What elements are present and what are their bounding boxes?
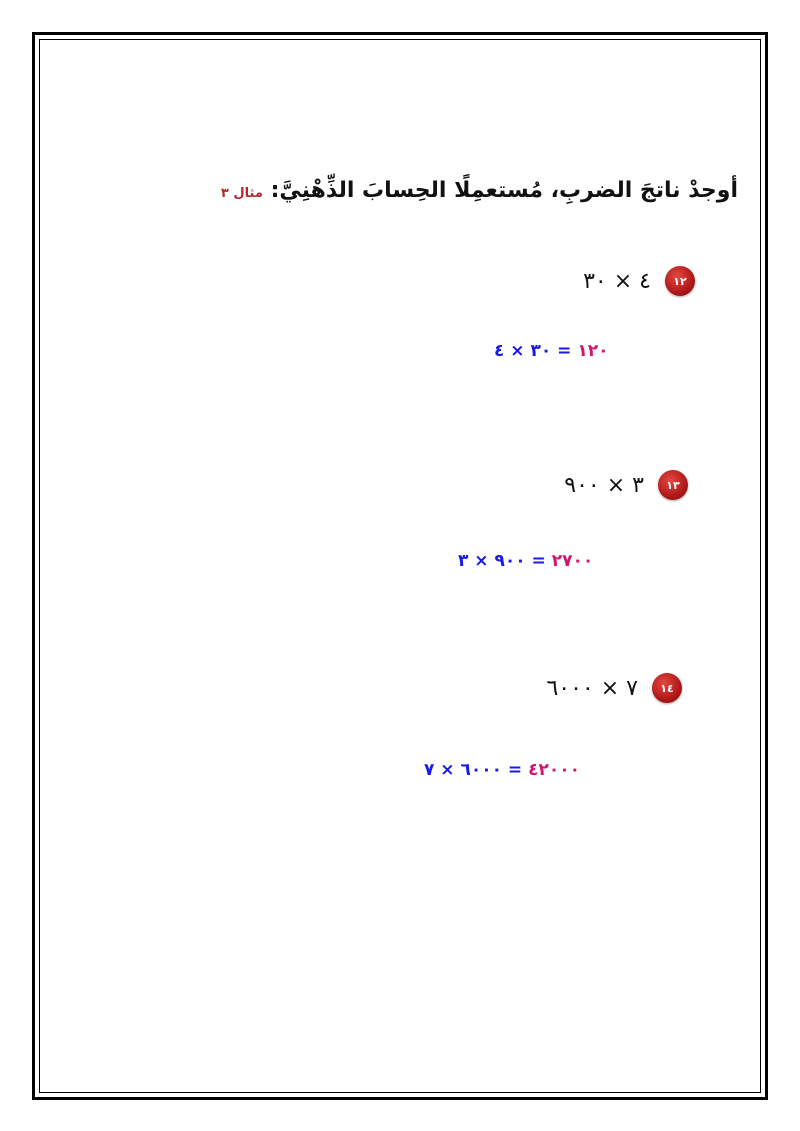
problem-number-badge: ١٤ (652, 673, 682, 703)
answer-result: ١٢٠ (577, 341, 609, 361)
answer-result: ٤٢٠٠٠ (528, 760, 580, 780)
problem-number-badge: ١٣ (658, 470, 688, 500)
problem-expression: ٤ × ٣٠ (583, 268, 651, 294)
problem-expression: ٣ × ٩٠٠ (564, 472, 644, 498)
problem-12 (583, 266, 695, 296)
problem-number-badge: ١٢ (665, 266, 695, 296)
problem-13 (564, 470, 688, 500)
answer-equals: = (507, 760, 523, 780)
answer-13 (458, 551, 593, 571)
heading-text: أوجدْ ناتجَ الضربِ، مُستعمِلًا الحِسابَ الذِّهْنِيَّ: (270, 178, 738, 203)
answer-equals: = (557, 341, 572, 361)
answer-result: ٢٧٠٠ (551, 551, 594, 571)
problem-14 (546, 673, 682, 703)
problem-expression: ٧ × ٦٠٠٠ (546, 675, 638, 701)
answer-expression: ٦٠٠٠ × ٧ (424, 760, 502, 780)
answer-expression: ٣٠ × ٤ (494, 341, 552, 361)
answer-12 (494, 341, 608, 361)
answer-14 (424, 760, 580, 780)
answer-expression: ٩٠٠ × ٣ (458, 551, 526, 571)
answer-equals: = (531, 551, 546, 571)
exercise-heading (221, 178, 738, 203)
example-reference: مثال ٣ (220, 186, 263, 201)
